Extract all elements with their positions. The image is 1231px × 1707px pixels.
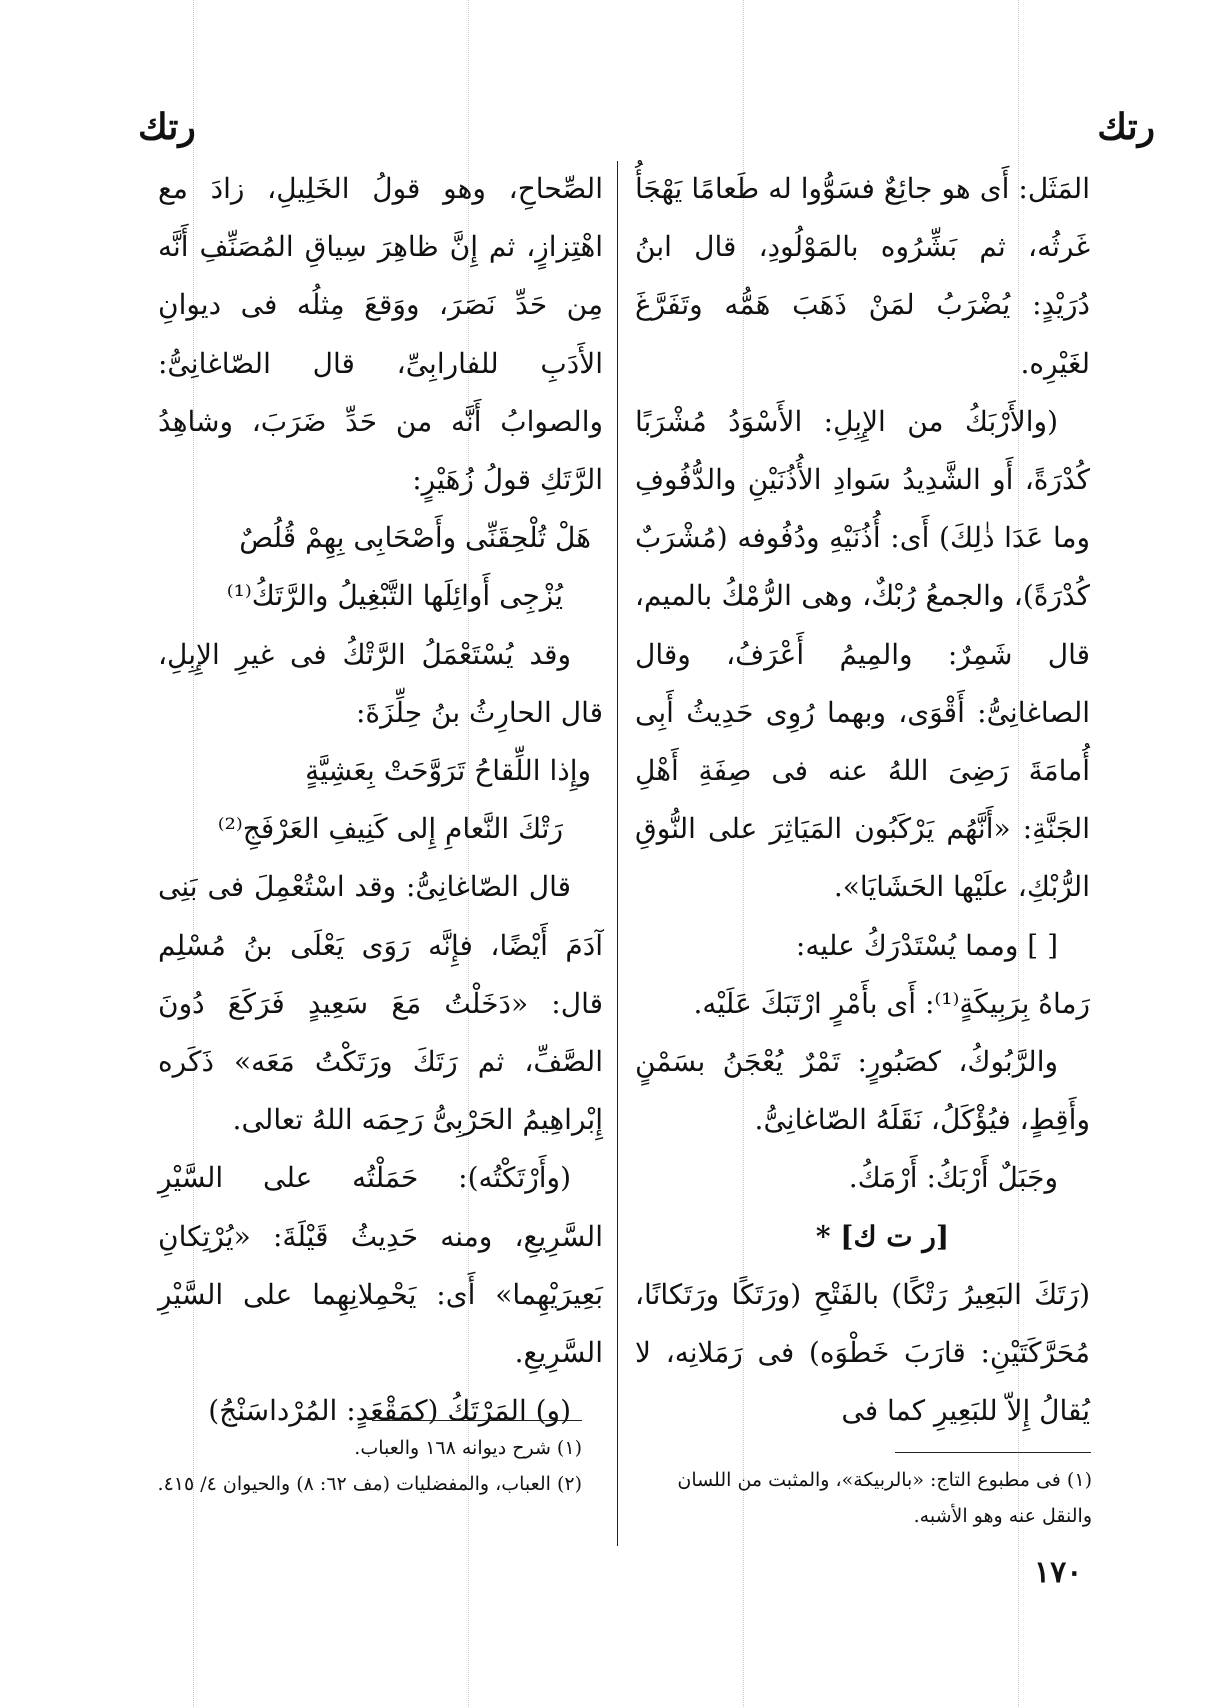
page-number: ١٧٠ (1034, 1555, 1083, 1590)
running-header-left: رتك (138, 106, 196, 148)
paragraph: (و) المَرْتَكُ (كمَقْعَدٍ: المُرْداسَنْجُ) (208, 1394, 571, 1428)
footnote-rule (895, 1452, 1091, 1453)
right-column (635, 160, 1090, 1440)
column-divider (617, 161, 618, 1546)
entry-heading: [ر ت ك] * (815, 1219, 950, 1253)
paragraph: والرَّبُوكُ، كصَبُورٍ: تَمْرٌ يُعْجَنُ بسَمْنٍ وأَقِطٍ، فيُؤْكَلُ، نَقَلَهُ الصّاغانِىُّ. (635, 1045, 1090, 1137)
verse-line: وإِذا اللِّقاحُ تَرَوَّحَتْ بِعَشِيَّةٍ (305, 754, 591, 788)
footnotes-left (150, 1430, 582, 1502)
footnote: (٢) العباب، والمفضليات (مف ٦٢: ٨) والحيوان ٤/ ٤١٥. (157, 1473, 582, 1495)
left-column (158, 160, 603, 1440)
footnote: (١) شرح ديوانه ١٦٨ والعباب. (354, 1437, 582, 1459)
running-header-right: رتك (1097, 106, 1155, 148)
verse-line: هَلْ تُلْحِقَنِّى وأَصْحَابِى بِهِمْ قُلُصٌ (239, 521, 591, 555)
footnote: (١) فى مطبوع التاج: «بالربيكة»، والمثبت من اللسان والنقل عنه وهو الأشبه. (677, 1469, 1092, 1527)
paragraph: رَماهُ بِرَبِيكَةٍ⁽¹⁾: أَى بأَمْرٍ ارْتَبَكَ عَلَيْه. (693, 986, 1090, 1020)
paragraph: [ ] ومما يُسْتَدْرَكُ عليه: (795, 928, 1058, 962)
footnote-rule (372, 1420, 582, 1421)
verse-line: رَتْكَ النَّعامِ إِلى كَنِيفِ العَرْفَجِ⁽²⁾ (217, 812, 563, 846)
paragraph: (وأَرْتَكْتُه): حَمَلْتُه على السَّيْرِ السَّرِيعِ، ومنه حَدِيثُ قَيْلَةَ: «يُرْتِكانِ بَعِيرَيْهِما» أَى: يَحْمِلانِهِما على السَّيْرِ السَّرِيعِ. (158, 1161, 603, 1370)
paragraph: (والأَرْبَكُ من الإِبِلِ: الأَسْوَدُ مُشْرَبًا كُدْرَةً، أَو الشَّدِيدُ سَوادِ الأُذُنَيْنِ والدُّفُوفِ وما عَدَا ذٰلِكَ) أَى: أُذُنَيْهِ ودُفُوفه (مُشْرَبٌ كُدْرَةً)، والجمعُ رُبْكٌ، وهى الرُّمْكُ بالميم، قال شَمِرٌ: والمِيمُ أَعْرَفُ، وقال الصاغانِىُّ: أَقْوَى، وبهما رُوِى حَدِيثُ أَبِى أُمامَةَ رَضِىَ اللهُ عنه فى صِفَةِ أَهْلِ الجَنَّةِ: «أَنَّهُم يَرْكَبُون المَيَاثِرَ على النُّوقِ الرُّبْكِ، علَيْها الحَشَايَا». (635, 404, 1090, 904)
verse-line: يُزْجِى أَوائِلَها التَّبْغِيلُ والرَّتَكُ⁽¹⁾ (226, 579, 563, 613)
footnotes-right (660, 1462, 1092, 1534)
paragraph: وقد يُسْتَعْمَلُ الرَّتْكُ فى غيرِ الإِبِلِ، قال الحارِثُ بنُ حِلِّزَةَ: (158, 637, 603, 729)
paragraph: قال الصّاغانِىُّ: وقد اسْتُعْمِلَ فى بَنِى آدَمَ أَيْضًا، فإِنَّه رَوَى يَعْلَى بنُ مُسْلِم قال: «دَخَلْتُ مَعَ سَعِيدٍ فَرَكَعَ دُونَ الصَّفِّ، ثم رَتَكَ ورَتَكْتُ مَعَه» ذَكَره إِبْراهِيمُ الحَرْبِىُّ رَحِمَه اللهُ تعالى. (158, 870, 603, 1137)
paragraph: (رَتَكَ البَعِيرُ رَتْكًا) بالفَتْحِ (ورَتَكًا ورَتَكانًا، مُحَرَّكَتَيْنِ: قارَبَ خَطْوَه) فى رَمَلانِه، لا يُقالُ إِلاّ للبَعِيرِ كما فى (635, 1277, 1090, 1428)
paragraph: المَثَل: أَى هو جائِعٌ فسَوُّوا له طَعامًا يَهْجَأُ غَرثُه، ثم بَشِّرُوه بالمَوْلُودِ، قال ابنُ دُرَيْدٍ: يُضْرَبُ لمَنْ ذَهَبَ هَمُّه وتَفَرَّغَ لغَيْرِه. (635, 172, 1090, 380)
paragraph: الصِّحاحِ، وهو قولُ الخَلِيلِ، زادَ مع اهْتِزازٍ، ثم إِنَّ ظاهِرَ سِياقِ المُصَنِّفِ أَنَّه مِن حَدِّ نَصَرَ، ووَقعَ مِثلُه فى ديوانِ الأَدَبِ للفارابِىِّ، قال الصّاغانِىُّ: والصوابُ أَنَّه من حَدِّ ضَرَبَ، وشاهِدُ الرَّتَكِ قولُ زُهَيْرٍ: (158, 172, 603, 497)
paragraph: وجَبَلٌ أَرْبَكُ: أَرْمَكُ. (848, 1161, 1058, 1195)
